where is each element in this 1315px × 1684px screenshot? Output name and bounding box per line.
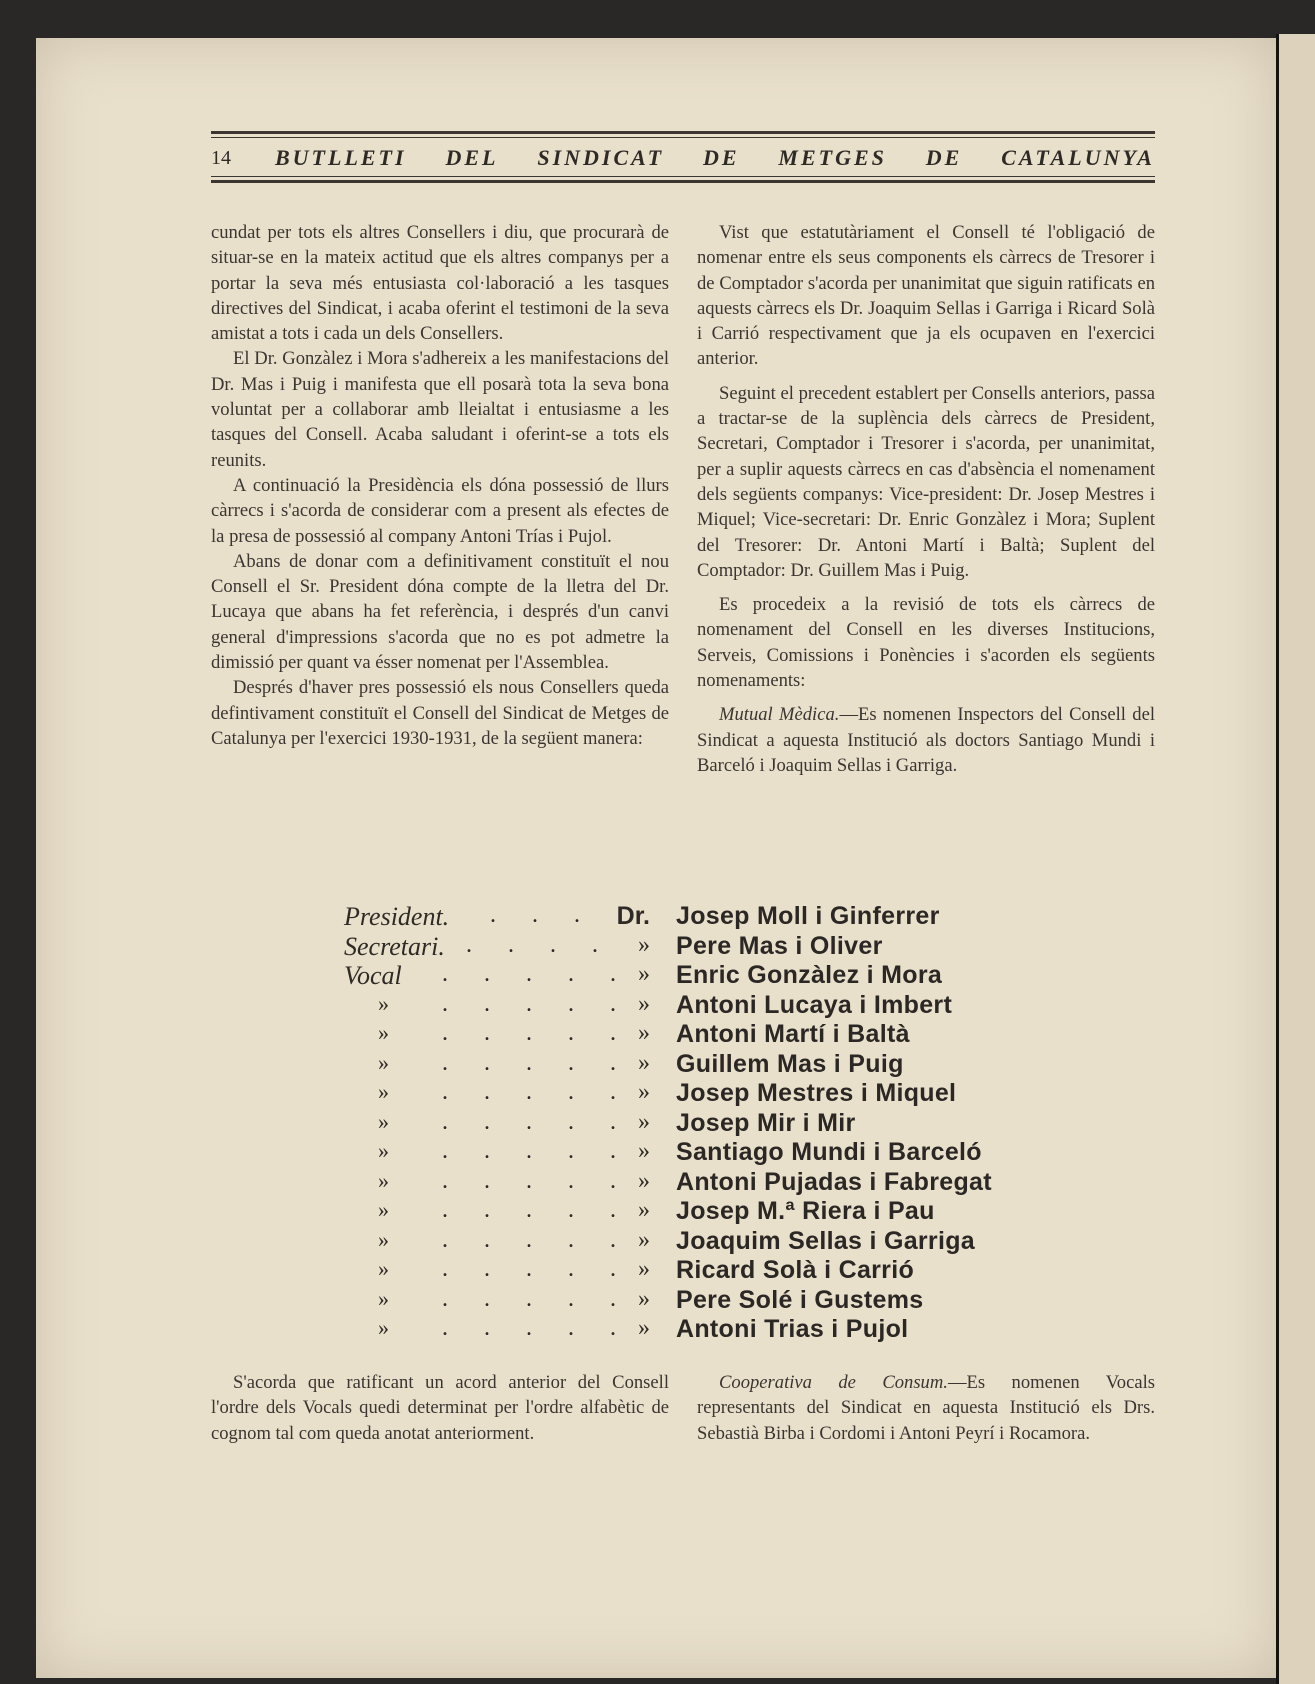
roster-role: » <box>378 1020 389 1045</box>
roster-leader-dots: . . . . . <box>442 1138 631 1164</box>
roster-row <box>344 1256 1044 1286</box>
roster-prefix: » <box>638 1226 650 1253</box>
bottom-right-column <box>697 1370 1155 1446</box>
roster-role: President. <box>344 902 450 931</box>
roster-leader-dots: . . . . . <box>442 961 631 987</box>
section-label: Mutual Mèdica. <box>719 704 840 726</box>
roster-role: » <box>378 1315 389 1340</box>
roster-leader-dots: . . . . . <box>442 1108 631 1135</box>
roster-prefix: » <box>638 1020 650 1046</box>
roster-prefix: » <box>638 1197 650 1223</box>
roster-prefix: » <box>638 1108 650 1135</box>
journal-title-word: CATALUNYA <box>1001 145 1155 170</box>
roster-leader-dots: . . . . . <box>442 1285 631 1312</box>
roster-row <box>344 1138 1044 1168</box>
roster-role: » <box>378 990 389 1016</box>
roster-name: Pere Solé i Gustems <box>676 1285 924 1314</box>
roster-row <box>344 932 1044 962</box>
roster-row <box>344 961 1044 991</box>
journal-title-word: SINDICAT <box>537 145 665 170</box>
roster-role: » <box>378 1138 389 1163</box>
roster-row <box>344 991 1044 1021</box>
paragraph: Després d'haver pres possessió els nous Consellers queda defintivament constituït el Consell del Sindicat de Metges de Catalunya per l'exercici 1930-1931, de la següent manera: <box>211 677 669 749</box>
paragraph-cooperativa <box>697 1370 1155 1446</box>
journal-title <box>275 145 1155 171</box>
roster-prefix: » <box>638 1138 650 1164</box>
roster-row <box>344 1227 1044 1257</box>
paragraph-text: —Es nomenen Inspectors del Consell del Sindicat a aquesta Institució als doctors Santiago Mundi i Barceló i Joaquim Sellas i Garriga. <box>697 704 1155 776</box>
roster-prefix: » <box>638 1049 650 1076</box>
bottom-left-column <box>211 1370 669 1446</box>
roster-prefix: » <box>638 1315 650 1341</box>
paragraph: cundat per tots els altres Consellers i diu, que procurarà de situar-se en la mateix actitud que els altres companys per a portar la seva més entusiasta col·laboració a les tasques directives del Sindicat, i acaba oferint el testimoni de la seva amistat a tots i cada un dels Consellers. <box>211 222 669 345</box>
roster-role: » <box>378 1167 389 1193</box>
council-roster <box>344 902 1044 1345</box>
roster-row <box>344 1050 1044 1080</box>
roster-row <box>344 1315 1044 1345</box>
roster-row <box>344 1197 1044 1227</box>
roster-role: » <box>378 1049 389 1075</box>
roster-row <box>344 1020 1044 1050</box>
roster-name: Enric Gonzàlez i Mora <box>676 961 943 989</box>
roster-name: Antoni Trias i Pujol <box>676 1315 909 1343</box>
roster-leader-dots: . . . . . <box>442 1049 631 1076</box>
header-rule-top <box>211 131 1155 134</box>
paragraph-mutual-medica <box>697 702 1155 778</box>
roster-name: Joaquim Sellas i Garriga <box>676 1226 975 1255</box>
roster-leader-dots: . . . . . <box>442 1226 631 1253</box>
paragraph: Seguint el precedent establert per Consells anteriors, passa a tractar-se de la suplència dels càrrecs de President, Secretari, Comptador i Tresorer i s'acorda, per unanimitat, per a suplir aquests càrrecs en cas d'absència el nomenament dels següents companys: Vice-president: Dr. Josep Mestres i Miquel; Vice-secretari: Dr. Enric Gonzàlez i Mora; Suplent del Tresorer: Dr. Antoni Martí i Baltà; Suplent del Comptador: Dr. Guillem Mas i Puig. <box>697 382 1155 581</box>
header-rule-bottom <box>211 180 1155 183</box>
roster-leader-dots: . . . . . <box>442 1256 631 1282</box>
roster-prefix: » <box>638 961 650 987</box>
paragraph: Es procedeix a la revisió de tots els càrrecs de nomenament del Consell en les diverses Institucions, Serveis, Comissions i Ponències i s'acorden els següents nomenaments: <box>697 594 1155 692</box>
paragraph: Abans de donar com a definitivament constituït el nou Consell el Sr. President dóna compte de la lletra del Dr. Lucaya que abans ha fet referència, i després d'un canvi general d'impressions s'acorda que no es pot admetre la dimissió per quant va ésser nomenat per l'Assemblea. <box>211 550 669 674</box>
journal-title-word: BUTLLETI <box>275 145 407 170</box>
roster-name: Ricard Solà i Carrió <box>676 1256 915 1284</box>
header-rule-bottom-thin <box>211 176 1155 177</box>
roster-role: » <box>378 1197 389 1222</box>
roster-leader-dots: . . . . . <box>442 1315 631 1341</box>
paragraph: A continuació la Presidència els dóna possessió de llurs càrrecs i s'acorda de considerar com a present als efectes de la presa de possessió al company Antoni Trías i Pujol. <box>211 474 669 547</box>
roster-name: Santiago Mundi i Barceló <box>676 1138 982 1166</box>
roster-name: Josep Mir i Mir <box>676 1108 856 1137</box>
roster-role: » <box>378 1079 389 1104</box>
roster-leader-dots: . . . . . <box>442 1079 631 1105</box>
journal-title-word: DEL <box>445 145 499 170</box>
paragraph-text: —Es nomenen Vocals representants del Sindicat en aquesta Institució els Drs. Sebastià Birba i Cordomi i Antoni Peyrí i Rocamora. <box>697 1372 1155 1444</box>
header-rule-top-thin <box>211 137 1155 138</box>
roster-role: » <box>378 1256 389 1281</box>
roster-row <box>344 1079 1044 1109</box>
paragraph: S'acorda que ratificant un acord anterior del Consell l'ordre dels Vocals quedi determinat per l'ordre alfabètic de cognom tal com queda anotat anteriorment. <box>211 1372 669 1444</box>
adjacent-page-edge <box>1276 34 1315 1684</box>
roster-prefix: » <box>638 1285 650 1312</box>
roster-name: Antoni Martí i Baltà <box>676 1020 910 1048</box>
roster-role: » <box>378 1226 389 1252</box>
page-number: 14 <box>211 146 231 169</box>
roster-leader-dots: . . . . . <box>442 1020 631 1046</box>
roster-row <box>344 1168 1044 1198</box>
roster-role: Vocal <box>344 961 402 990</box>
journal-title-word: DE <box>925 145 963 170</box>
roster-leader-dots: . . . . . <box>442 1197 631 1223</box>
right-column <box>697 220 1155 778</box>
roster-prefix: » <box>638 1167 650 1194</box>
roster-prefix: » <box>638 1079 650 1105</box>
roster-name: Josep Moll i Ginferrer <box>676 902 940 930</box>
roster-prefix: » <box>638 1256 650 1282</box>
roster-name: Pere Mas i Oliver <box>676 931 883 960</box>
roster-name: Antoni Pujadas i Fabregat <box>676 1167 992 1196</box>
paragraph: El Dr. Gonzàlez i Mora s'adhereix a les manifestacions del Dr. Mas i Puig i manifesta que ell posarà tota la seva bona voluntat per a collaborar amb lleialtat i entusiasme a les tasques del Consell. Acaba saludant i oferint-se a tots els reunits. <box>211 348 669 471</box>
roster-prefix: » <box>638 990 650 1017</box>
roster-prefix: Dr. <box>616 902 650 930</box>
running-header <box>211 143 1155 173</box>
roster-role: » <box>378 1285 389 1311</box>
roster-name: Guillem Mas i Puig <box>676 1049 904 1078</box>
left-column <box>211 220 669 751</box>
roster-role: » <box>378 1108 389 1134</box>
roster-leader-dots: . . . . . <box>442 990 631 1017</box>
paragraph: Vist que estatutàriament el Consell té l'obligació de nomenar entre els seus components els càrrecs de Tresorer i de Comptador s'acorda per unanimitat que siguin ratificats en aquests càrrecs els Dr. Joaquim Sellas i Garriga i Ricard Solà i Carrió respectivament que ja els ocupaven en l'exercici anterior. <box>697 222 1155 370</box>
roster-leader-dots: . . . . . <box>442 1167 631 1194</box>
journal-title-word: METGES <box>778 145 887 170</box>
roster-name: Josep M.ª Riera i Pau <box>676 1197 935 1225</box>
roster-prefix: » <box>638 931 650 958</box>
roster-leader-dots: . . . <box>490 902 595 928</box>
journal-title-word: DE <box>702 145 740 170</box>
section-label: Cooperativa de Consum. <box>719 1372 948 1393</box>
roster-role: Secretari. <box>344 931 445 961</box>
roster-name: Antoni Lucaya i Imbert <box>676 990 953 1019</box>
roster-leader-dots: . . . . <box>466 931 613 958</box>
roster-name: Josep Mestres i Miquel <box>676 1079 957 1107</box>
roster-row <box>344 1109 1044 1139</box>
roster-row <box>344 1286 1044 1316</box>
roster-row <box>344 902 1044 932</box>
